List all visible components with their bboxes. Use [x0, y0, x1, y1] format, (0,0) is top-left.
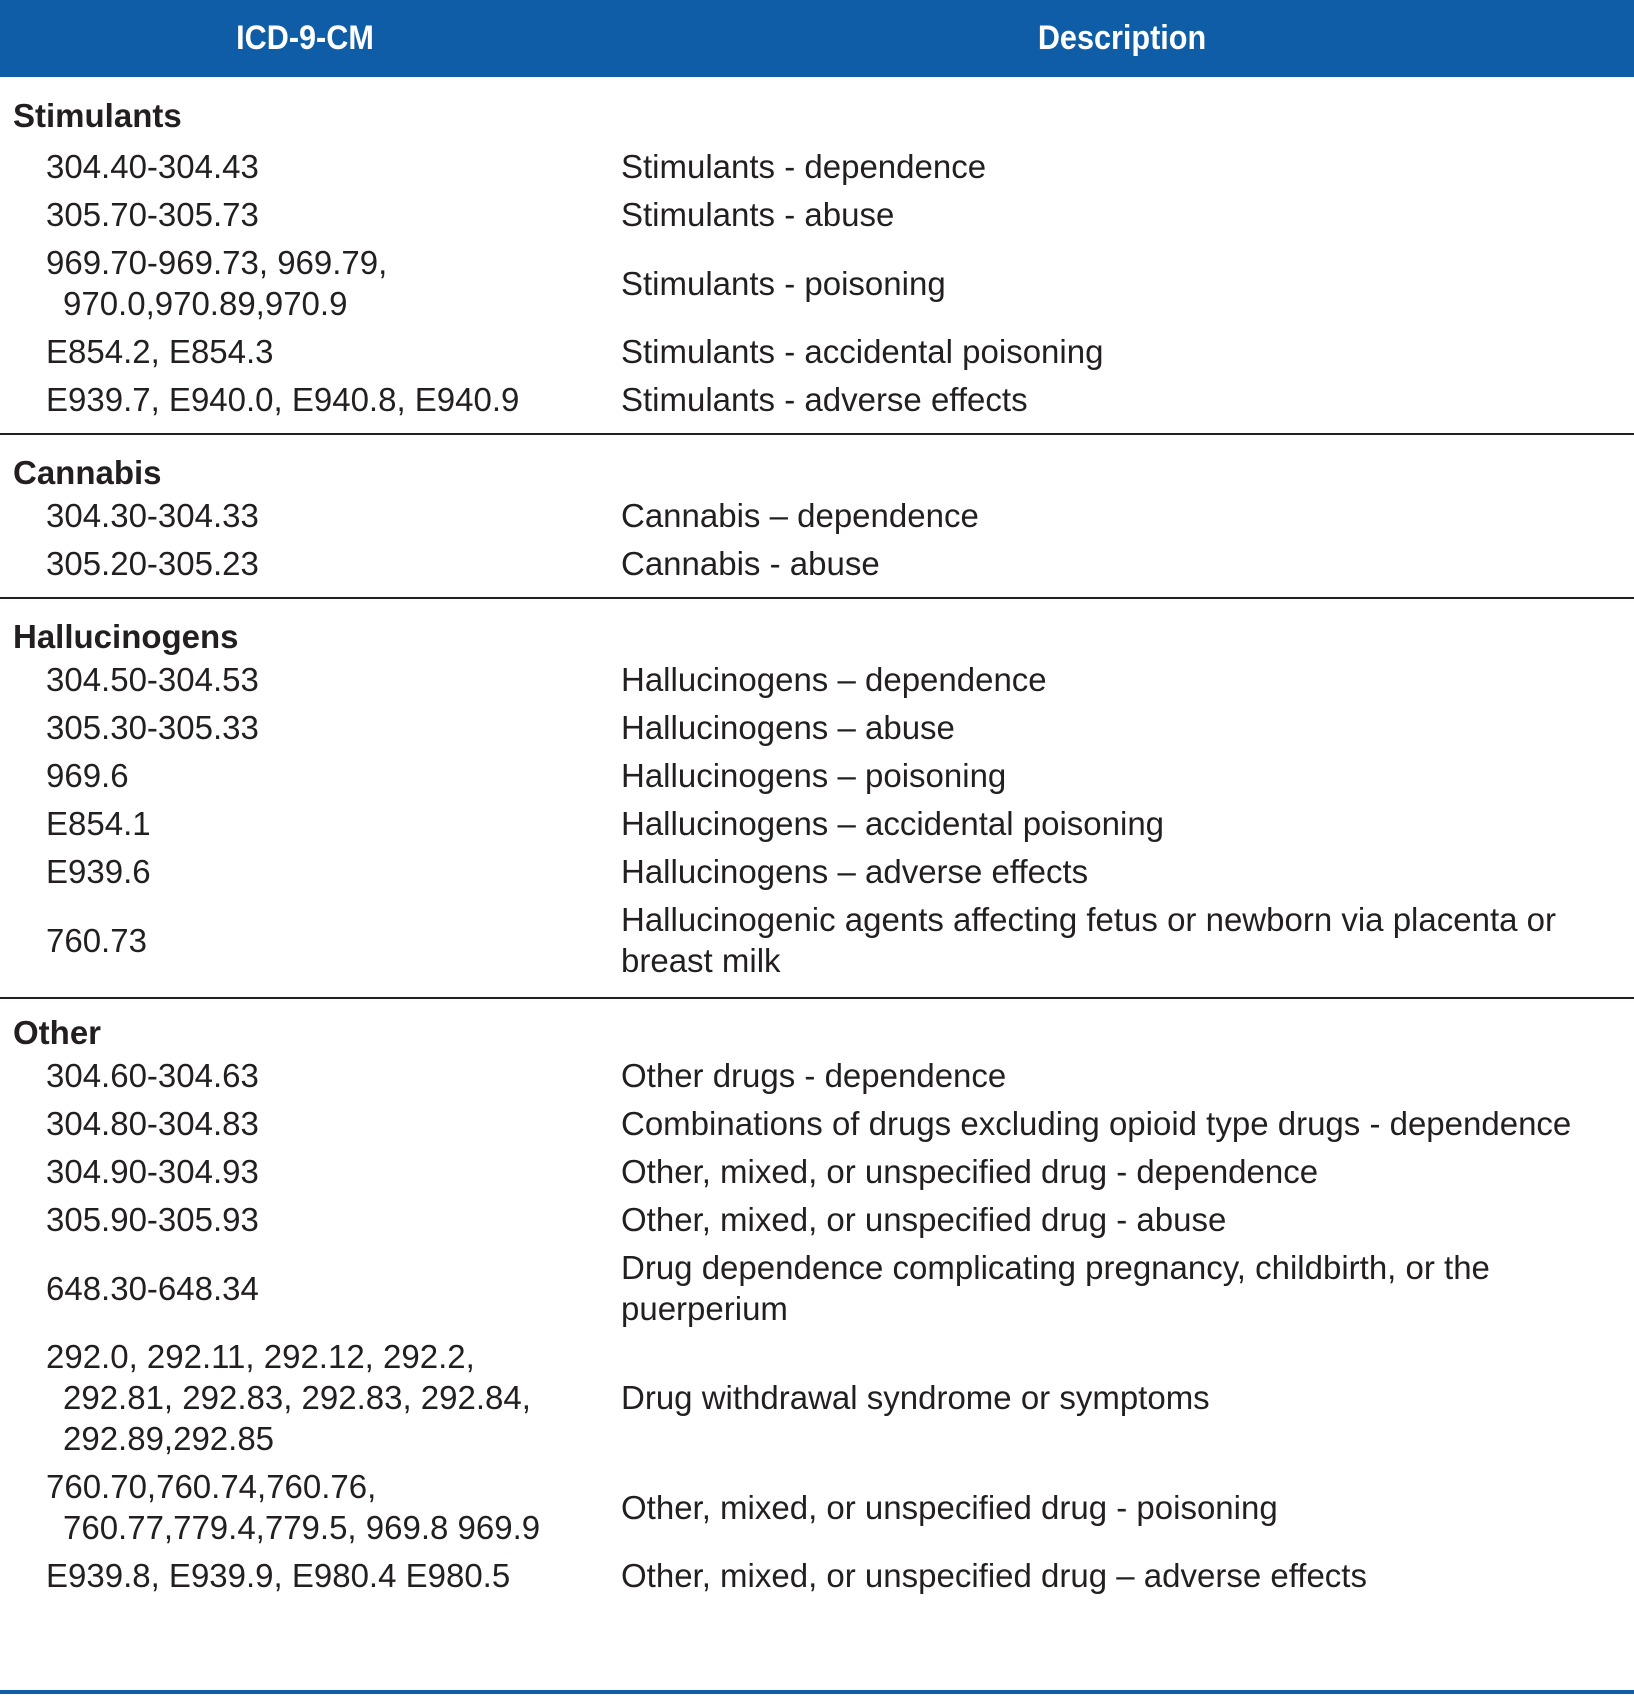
table-row: [0, 796, 1634, 844]
table-row: [0, 892, 1634, 981]
description-cell: Combinations of drugs excluding opioid type drugs - dependence: [621, 1105, 1572, 1142]
icd-code-line: 304.60-304.63: [46, 1057, 259, 1094]
icd-code-cell: [0, 379, 575, 420]
icd-code-cell: [0, 851, 575, 892]
icd-code-line: E854.1: [46, 805, 151, 842]
section-title: Stimulants: [13, 97, 182, 134]
section-title: Hallucinogens: [13, 618, 239, 655]
table-row: [0, 1329, 1634, 1459]
description-cell: Other, mixed, or unspecified drug - poisoning: [621, 1488, 1278, 1526]
table-row: [0, 844, 1634, 892]
icd-code-cell: [0, 495, 575, 536]
section-cannabis: [0, 433, 1634, 597]
icd-code-cell: [0, 1555, 575, 1596]
icd-code-cell: [0, 194, 575, 235]
icd-code-cell: [0, 803, 575, 844]
description-cell: Stimulants - accidental poisoning: [621, 333, 1104, 370]
section-stimulants: [0, 77, 1634, 433]
icd-code-line: E939.7, E940.0, E940.8, E940.9: [46, 381, 520, 418]
icd-code-cell: [0, 242, 575, 324]
icd-code-cell: [0, 659, 575, 700]
icd-code-line: 292.0, 292.11, 292.12, 292.2,: [46, 1338, 475, 1375]
description-cell: Cannabis - abuse: [621, 545, 880, 582]
icd-code-cell: [0, 543, 575, 584]
section-other: [0, 997, 1634, 1596]
icd-code-line: 305.20-305.23: [46, 545, 259, 582]
icd-code-line: 760.70,760.74,760.76,: [46, 1468, 377, 1505]
header-description: Description: [1037, 19, 1207, 57]
section-title: Other: [13, 1014, 102, 1051]
icd-code-line: 305.30-305.33: [46, 709, 259, 746]
table-row: [0, 1459, 1634, 1548]
table-row: [0, 1192, 1634, 1240]
icd-code-line: 648.30-648.34: [46, 1269, 259, 1307]
description-cell: Hallucinogens – abuse: [621, 709, 955, 746]
description-cell: Stimulants - poisoning: [621, 264, 946, 302]
icd-code-cell: [0, 331, 575, 372]
description-cell: Hallucinogenic agents affecting fetus or newborn via placenta or breast milk: [621, 901, 1556, 979]
table-row: [0, 187, 1634, 235]
icd-code-line: 969.6: [46, 757, 129, 794]
table-row: [0, 659, 1634, 700]
description-cell: Other, mixed, or unspecified drug - dependence: [621, 1153, 1319, 1190]
icd-code-cell: [0, 1103, 575, 1144]
table-row: [0, 1096, 1634, 1144]
description-cell: Stimulants - abuse: [621, 196, 895, 233]
section-hallucinogens: [0, 597, 1634, 997]
icd-code-line: 304.50-304.53: [46, 661, 259, 698]
icd-code-line: 304.90-304.93: [46, 1153, 259, 1190]
table-row: [0, 1144, 1634, 1192]
icd-code-cell: [0, 1055, 575, 1096]
icd-code-cell: [0, 1466, 575, 1548]
description-cell: Hallucinogens – dependence: [621, 661, 1047, 698]
icd-code-cell: [0, 920, 575, 961]
header-icd: ICD-9-CM: [236, 19, 374, 57]
section-title: Cannabis: [13, 454, 162, 491]
description-cell: Hallucinogens – accidental poisoning: [621, 805, 1165, 842]
description-cell: Stimulants - adverse effects: [621, 381, 1028, 418]
icd-code-line: E854.2, E854.3: [46, 333, 274, 370]
icd-code-cell: [0, 1268, 575, 1309]
table-row: [0, 748, 1634, 796]
icd-code-line: 970.0,970.89,970.9: [63, 285, 348, 322]
icd-code-line: 969.70-969.73, 969.79,: [46, 244, 388, 281]
icd-code-line: 292.89,292.85: [63, 1420, 275, 1457]
table-row: [0, 372, 1634, 420]
description-cell: Hallucinogens – poisoning: [621, 757, 1007, 794]
description-cell: Other, mixed, or unspecified drug - abuse: [621, 1201, 1227, 1238]
table-row: [0, 495, 1634, 536]
table-row: [0, 1548, 1634, 1596]
table-row: [0, 1055, 1634, 1096]
icd-code-cell: [0, 146, 575, 187]
icd-code-line: 304.40-304.43: [46, 148, 259, 185]
icd-code-cell: [0, 707, 575, 748]
bottom-rule: [0, 1690, 1634, 1694]
description-cell: Other, mixed, or unspecified drug – adverse effects: [621, 1557, 1367, 1594]
table-header: [0, 0, 1634, 77]
description-cell: Cannabis – dependence: [621, 497, 979, 534]
icd-code-line: 304.30-304.33: [46, 497, 259, 534]
icd-code-line: 304.80-304.83: [46, 1105, 259, 1142]
icd-code-line: 305.90-305.93: [46, 1201, 259, 1238]
description-cell: Drug dependence complicating pregnancy, childbirth, or the puerperium: [621, 1249, 1490, 1327]
icd-code-cell: [0, 1151, 575, 1192]
icd-code-line: E939.6: [46, 853, 151, 890]
icd-code-line: E939.8, E939.9, E980.4 E980.5: [46, 1557, 511, 1594]
icd-code-cell: [0, 1199, 575, 1240]
description-cell: Other drugs - dependence: [621, 1057, 1007, 1094]
table-row: [0, 536, 1634, 584]
icd-code-cell: [0, 1336, 575, 1459]
icd-code-line: 292.81, 292.83, 292.83, 292.84,: [63, 1379, 531, 1416]
table-row: [0, 1240, 1634, 1329]
table-row: [0, 235, 1634, 324]
description-cell: Drug withdrawal syndrome or symptoms: [621, 1379, 1210, 1416]
table-row: [0, 700, 1634, 748]
icd-code-line: 305.70-305.73: [46, 196, 259, 233]
icd-code-cell: [0, 755, 575, 796]
table-body: [0, 77, 1634, 1596]
description-cell: Hallucinogens – adverse effects: [621, 853, 1089, 890]
table-row: [0, 146, 1634, 187]
icd-code-line: 760.73: [46, 921, 147, 959]
icd-code-line: 760.77,779.4,779.5, 969.8 969.9: [63, 1509, 541, 1546]
table-row: [0, 324, 1634, 372]
description-cell: Stimulants - dependence: [621, 148, 987, 185]
